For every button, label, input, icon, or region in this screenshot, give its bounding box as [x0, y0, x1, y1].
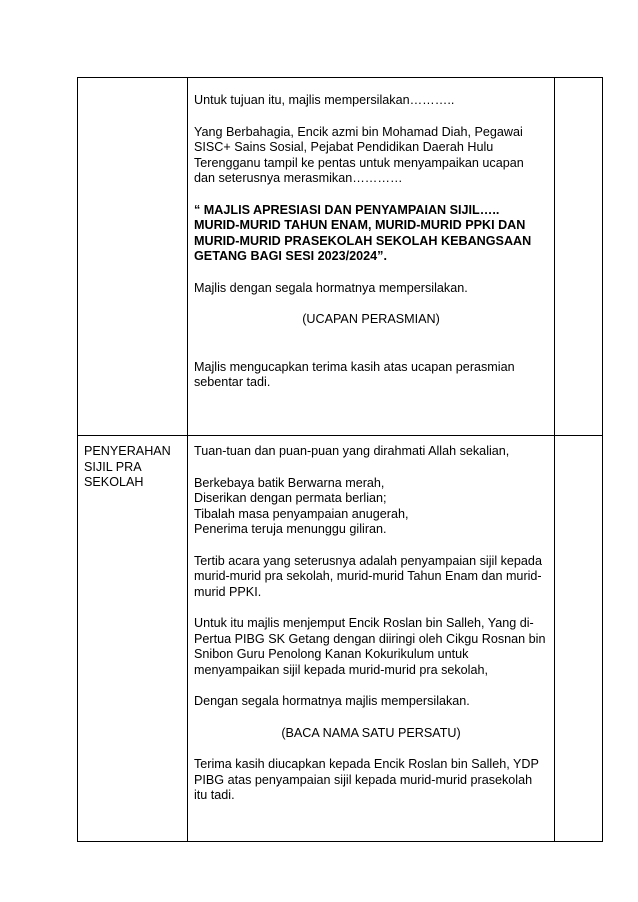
notes-cell [555, 78, 603, 436]
section-label-cell [78, 436, 188, 842]
program-script-table [77, 77, 603, 842]
script-paragraph: Tertib acara yang seterusnya adalah penyampaian sijil kepada murid-murid pra sekolah, murid-murid Tahun Enam dan murid-murid PPKI. [194, 553, 542, 599]
event-title: “ MAJLIS APRESIASI DAN PENYAMPAIAN SIJIL….. MURID-MURID TAHUN ENAM, MURID-MURID PPKI DAN MURID-MURID PRASEKOLAH SEKOLAH KEBANGSAAN GETANG BAGI SESI 2023/2024”. [194, 202, 532, 263]
script-content-cell [188, 436, 555, 842]
pantun-line: Penerima teruja menunggu giliran. [194, 522, 387, 536]
script-paragraph: Tuan-tuan dan puan-puan yang dirahmati Allah sekalian, [194, 444, 510, 458]
stage-direction: (BACA NAMA SATU PERSATU) [281, 725, 461, 740]
pantun-verse [194, 476, 548, 538]
notes-cell [555, 436, 603, 842]
script-paragraph: Dengan segala hormatnya majlis mempersilakan. [194, 694, 470, 708]
section-label-cell [78, 78, 188, 436]
script-paragraph: Untuk tujuan itu, majlis mempersilakan……….. [194, 93, 455, 107]
document-page [77, 77, 602, 818]
section-label: PENYERAHAN SIJIL PRA SEKOLAH [84, 444, 171, 489]
script-content-cell [188, 78, 555, 436]
table-row [78, 78, 603, 436]
script-paragraph: Untuk itu majlis menjemput Encik Roslan bin Salleh, Yang di-Pertua PIBG SK Getang dengan diiringi oleh Cikgu Rosnan bin Snibon Guru Penolong Kanan Kokurikulum untuk menyampaikan sijil kepada murid-murid pra sekolah, [194, 616, 546, 677]
stage-direction: (UCAPAN PERASMIAN) [302, 312, 440, 326]
script-paragraph: Majlis dengan segala hormatnya mempersilakan. [194, 280, 468, 295]
script-paragraph: Yang Berbahagia, Encik azmi bin Mohamad Diah, Pegawai SISC+ Sains Sosial, Pejabat Pendidikan Daerah Hulu Terengganu tampil ke pentas untuk menyampaikan ucapan dan seterusnya merasmikan………… [194, 124, 524, 185]
pantun-line: Diserikan dengan permata berlian; [194, 491, 387, 505]
script-paragraph: Majlis mengucapkan terima kasih atas ucapan perasmian sebentar tadi. [194, 359, 515, 389]
table-row [78, 436, 603, 842]
script-paragraph: Terima kasih diucapkan kepada Encik Roslan bin Salleh, YDP PIBG atas penyampaian sijil kepada murid-murid prasekolah itu tadi. [194, 757, 539, 802]
pantun-line: Berkebaya batik Berwarna merah, [194, 475, 385, 490]
pantun-line: Tibalah masa penyampaian anugerah, [194, 506, 409, 521]
